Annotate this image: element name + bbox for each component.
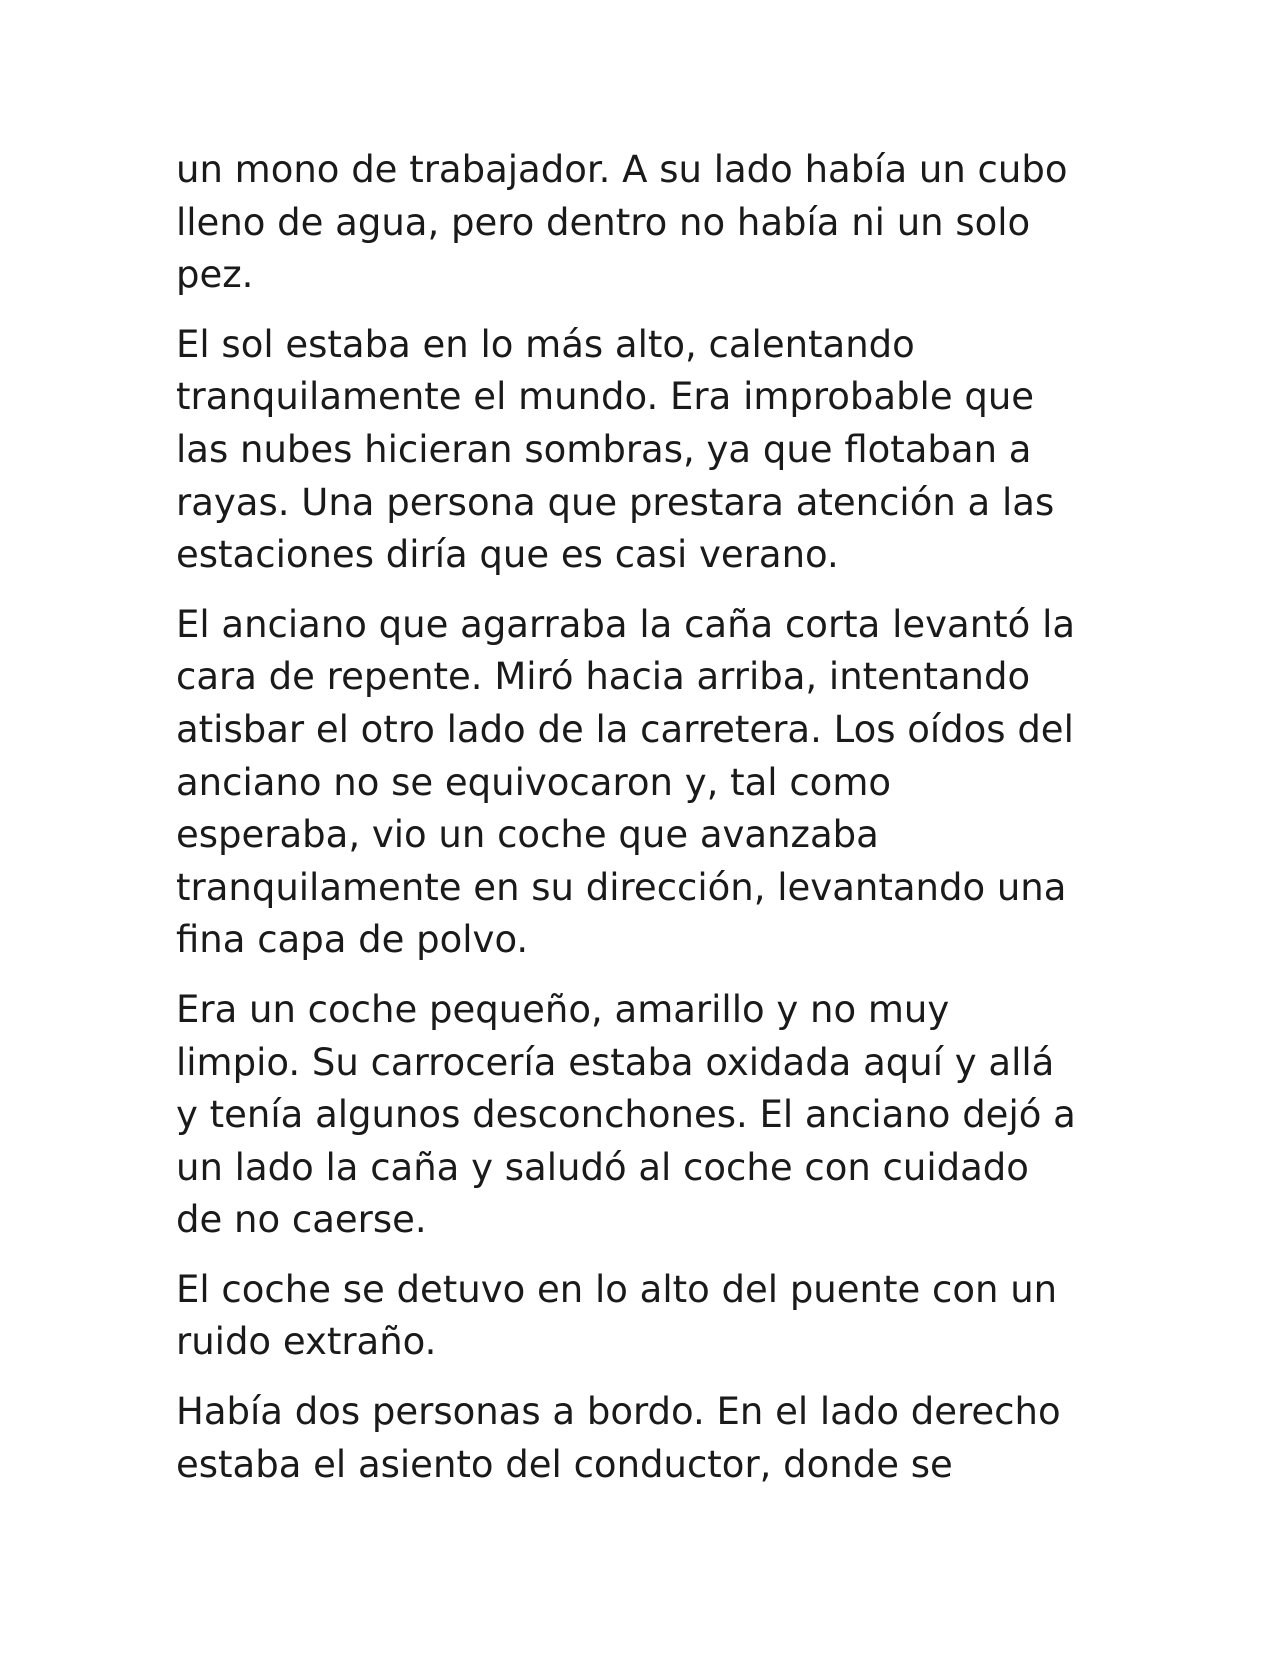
paragraph: El anciano que agarraba la caña corta levantó la cara de repente. Miró hacia arriba, intentando atisbar el otro lado de la carretera. Los oídos del anciano no se equivocaron y, tal como esperaba, vio un coche que avanzaba tranquilamente en su dirección, levantando una fina capa de polvo. [176, 602, 1076, 962]
paragraph: un mono de trabajador. A su lado había un cubo lleno de agua, pero dentro no había ni un solo pez. [176, 148, 1068, 297]
paragraph: El sol estaba en lo más alto, calentando tranquilamente el mundo. Era improbable que las nubes hicieran sombras, ya que flotaban a rayas. Una persona que prestara atención a las estaciones diría que es casi verano. [176, 322, 1055, 577]
paragraph: El coche se detuvo en lo alto del puente con un ruido extraño. [176, 1267, 1058, 1364]
paragraph: Era un coche pequeño, amarillo y no muy limpio. Su carrocería estaba oxidada aquí y allá y tenía algunos desconchones. El anciano dejó a un lado la caña y saludó al coche con cuidado de no caerse. [176, 987, 1076, 1242]
document-body [176, 144, 1116, 1508]
paragraph: Había dos personas a bordo. En el lado derecho estaba el asiento del conductor, donde se [176, 1390, 1061, 1486]
